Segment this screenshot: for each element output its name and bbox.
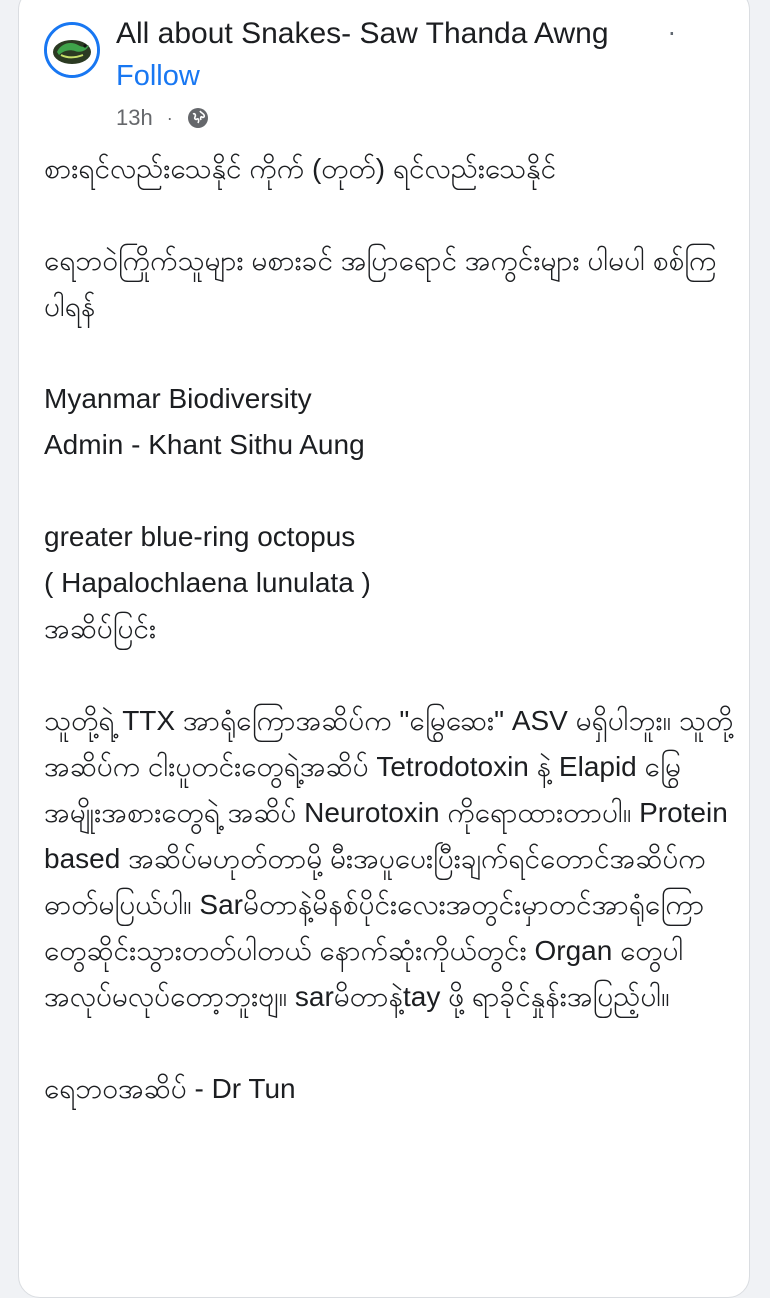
post-header (0, 0, 770, 140)
post-paragraph-2: ရေဘဝဲကြိုက်သူများ မစားခင် အပြာရောင် အကွင်းများ ပါမပါ စစ်ကြပါရန် (44, 245, 717, 322)
separator-dot: · (668, 20, 676, 48)
page-name[interactable]: All about Snakes- Saw Thanda Awng (116, 17, 609, 50)
post-body (44, 146, 734, 1112)
page-avatar[interactable] (44, 22, 100, 78)
admin-line: Admin - Khant Sithu Aung (44, 429, 365, 460)
globe-icon (187, 107, 209, 129)
meta-separator: · (166, 107, 173, 128)
follow-button[interactable]: Follow (116, 60, 200, 92)
source-line: Myanmar Biodiversity (44, 383, 312, 414)
snake-logo-icon (47, 25, 97, 75)
post-time[interactable]: 13h (116, 105, 153, 130)
credit-line: ရေဘဝအဆိပ် - Dr Tun (44, 1073, 296, 1104)
venom-label: အဆိပ်ပြင်း (44, 613, 157, 644)
post-meta (116, 102, 209, 134)
species-scientific-name: ( Hapalochlaena lunulata ) (44, 567, 371, 598)
post-paragraph-5: သူတို့ရဲ့ TTX အာရုံကြောအဆိပ်က "မြွေဆေး" ASV မရှိပါဘူး။ သူတို့အဆိပ်က ငါးပူတင်းတွေရဲ့အဆိပ် Tetrodotoxin နဲ့ Elapid မြွေအမျိုးအစားတွေရဲ့ အဆိပ် Neurotoxin ကိုရောထားတာပါ။ Protein based အဆိပ်မဟုတ်တာမို့ မီးအပူပေးပြီးချက်ရင်တောင်အဆိပ်ကဓာတ်မပြယ်ပါ။ Sarမိတာနဲ့မိနစ်ပိုင်းလေးအတွင်းမှာတင်အာရုံကြောတွေဆိုင်းသွားတတ်ပါတယ် နောက်ဆုံးကိုယ်တွင်း Organ တွေပါ အလုပ်မလုပ်တော့ဘူးဗျ။ sarမိတာနဲ့tay ဖို့ ရာခိုင်နှုန်းအပြည့်ပါ။ (44, 705, 736, 1012)
species-common-name: greater blue-ring octopus (44, 521, 356, 552)
post-paragraph-1: စားရင်လည်းသေနိုင် ကိုက် (တုတ်) ရင်လည်းသေနိုင် (44, 153, 557, 184)
